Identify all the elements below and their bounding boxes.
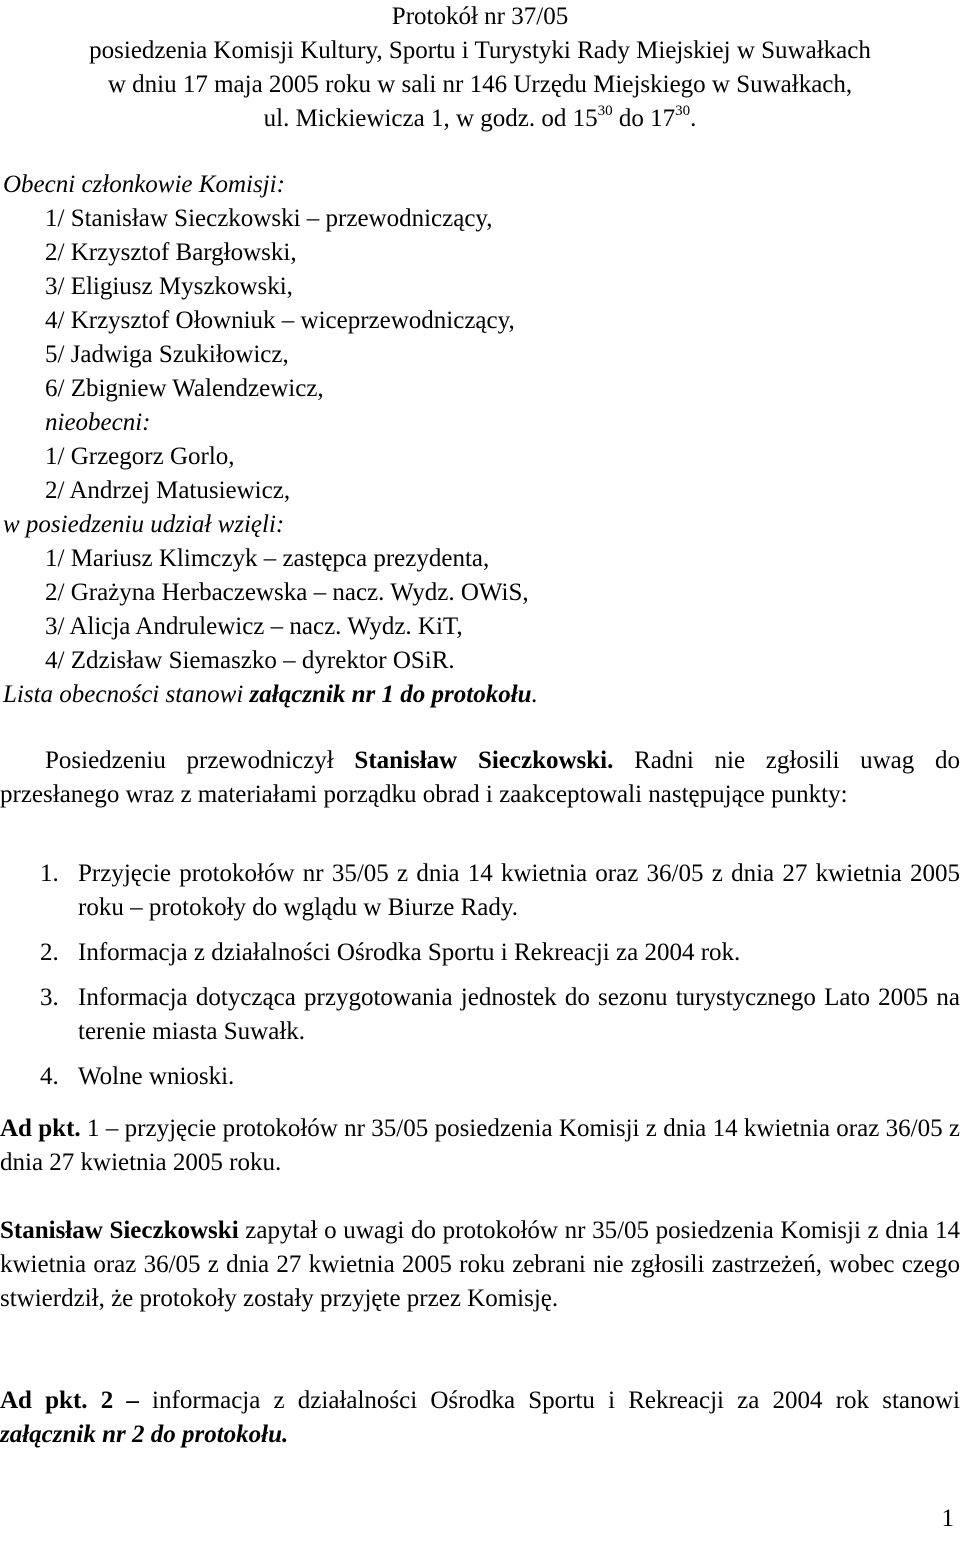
absent-label: nieobecni:	[45, 409, 151, 436]
intro-paragraph: Posiedzeniu przewodniczył Stanisław Sieczkowski. Radni nie zgłosili uwag do przesłanego wraz z materiałami porządku obrad i zaakceptowali następujące punkty:	[0, 747, 960, 808]
guest-item: 3/ Alicja Andrulewicz – nacz. Wydz. KiT,	[45, 613, 463, 640]
protocol-subtitle: posiedzenia Komisji Kultury, Sportu i Turystyki Rady Miejskiej w Suwałkach	[89, 37, 871, 64]
guest-item: 4/ Zdzisław Siemaszko – dyrektor OSiR.	[45, 647, 455, 674]
member-item: 2/ Krzysztof Bargłowski,	[45, 239, 297, 266]
protocol-title: Protokół nr 37/05	[391, 3, 569, 30]
ad-point-2: Ad pkt. 2 – informacja z działalności Ośrodka Sportu i Rekreacji za 2004 rok stanowi załącznik nr 2 do protokołu.	[0, 1387, 960, 1448]
member-item: 6/ Zbigniew Walendzewicz,	[45, 375, 324, 402]
chairman-name: Stanisław Sieczkowski.	[354, 747, 614, 774]
protocol-header	[0, 0, 960, 136]
agenda-item: 1. Przyjęcie protokołów nr 35/05 z dnia 14 kwietnia oraz 36/05 z dnia 27 kwietnia 2005 roku – protokoły do wglądu w Biurze Rady.	[40, 860, 960, 921]
agenda-item: 4. Wolne wnioski.	[40, 1063, 235, 1090]
guest-item: 1/ Mariusz Klimczyk – zastępca prezydenta,	[45, 545, 490, 572]
agenda-item: 2. Informacja z działalności Ośrodka Sportu i Rekreacji za 2004 rok.	[40, 939, 741, 966]
protocol-date-place: w dniu 17 maja 2005 roku w sali nr 146 Urzędu Miejskiego w Suwałkach,	[107, 71, 853, 98]
member-item: 3/ Eligiusz Myszkowski,	[45, 273, 293, 300]
ad-point-1: Ad pkt. 1 – przyjęcie protokołów nr 35/05 posiedzenia Komisji z dnia 14 kwietnia oraz 36/05 z dnia 27 kwietnia 2005 roku.	[0, 1115, 960, 1176]
attachment-1-ref: załącznik nr 1 do protokołu	[249, 681, 532, 708]
absent-item: 2/ Andrzej Matusiewicz,	[45, 477, 291, 504]
ad-point-1-label: Ad pkt.	[0, 1115, 81, 1142]
attendance-note: Lista obecności stanowi załącznik nr 1 do protokołu.	[3, 681, 538, 708]
absent-item: 1/ Grzegorz Gorlo,	[45, 443, 235, 470]
member-item: 4/ Krzysztof Ołowniuk – wiceprzewodniczący,	[45, 307, 515, 334]
ad-point-2-label: Ad pkt. 2 –	[0, 1387, 139, 1414]
protocol-address-time: ul. Mickiewicza 1, w godz. od $15^{30}$ do $17^{30}$.	[263, 102, 697, 132]
agenda-list	[0, 857, 960, 1105]
speaker-name: Stanisław Sieczkowski	[0, 1217, 239, 1244]
members-label: Obecni członkowie Komisji:	[3, 171, 285, 198]
guest-item: 2/ Grażyna Herbaczewska – nacz. Wydz. OWiS,	[45, 579, 529, 606]
guests-label: w posiedzeniu udział wzięli:	[3, 511, 285, 538]
page-number: 1	[941, 1505, 954, 1532]
member-item: 1/ Stanisław Sieczkowski – przewodniczący,	[45, 205, 493, 232]
attendees-section	[0, 168, 960, 712]
attachment-2-ref: załącznik nr 2 do protokołu.	[0, 1421, 289, 1448]
agenda-item: 3. Informacja dotycząca przygotowania jednostek do sezonu turystycznego Lato 2005 na terenie miasta Suwałk.	[40, 984, 960, 1045]
member-item: 5/ Jadwiga Szukiłowicz,	[45, 341, 289, 368]
discussion-paragraph: Stanisław Sieczkowski zapytał o uwagi do protokołów nr 35/05 posiedzenia Komisji z dnia 14 kwietnia oraz 36/05 z dnia 27 kwietnia 2005 roku zebrani nie zgłosili zastrzeżeń, wobec czego stwierdził, że protokoły zostały przyjęte przez Komisję.	[0, 1217, 960, 1312]
